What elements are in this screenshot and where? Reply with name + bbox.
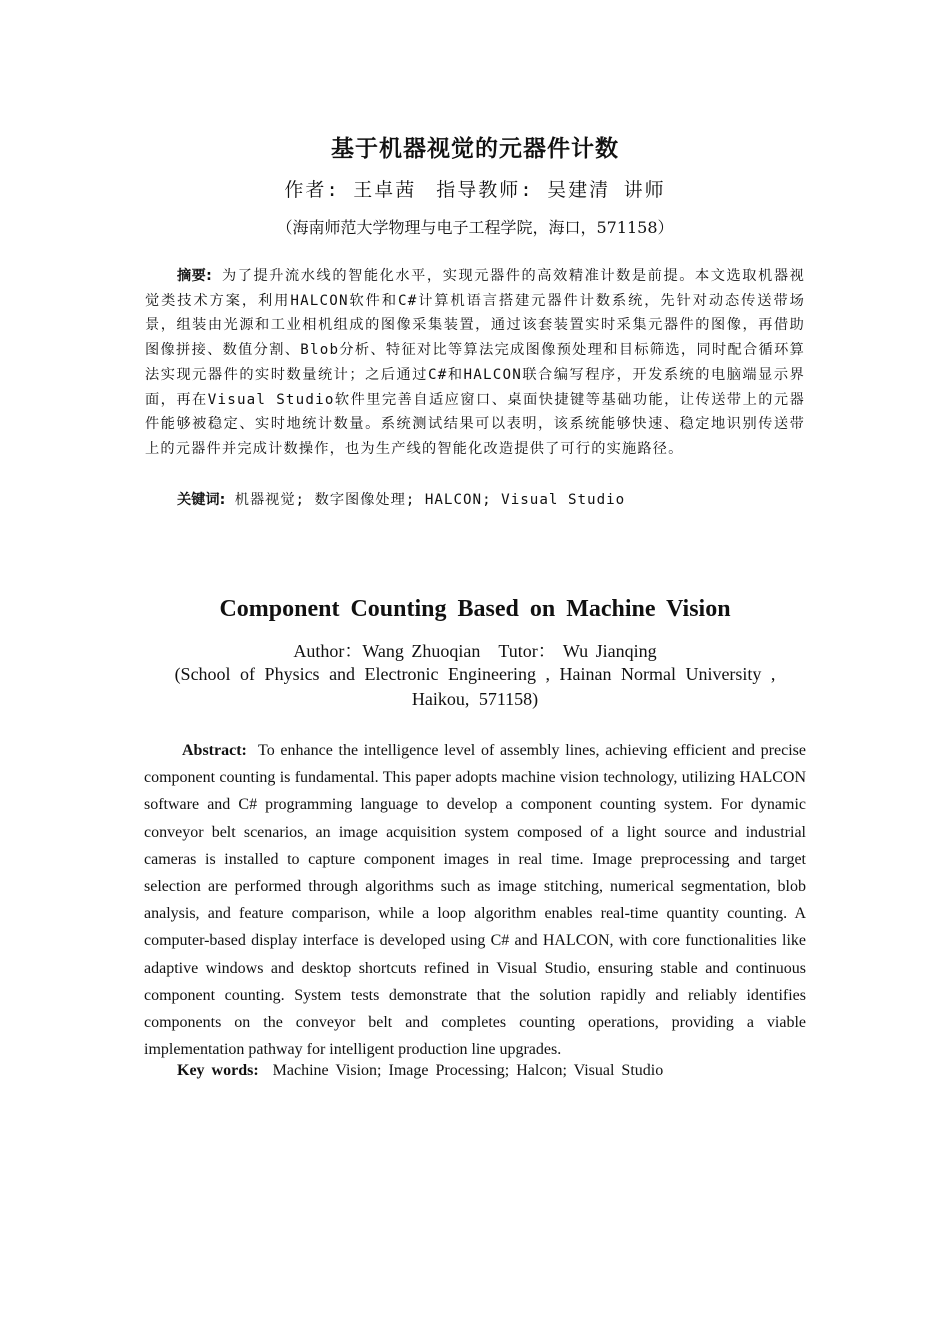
english-keywords-label: Key words:	[177, 1062, 259, 1079]
chinese-affiliation: （海南师范大学物理与电子工程学院，海口，571158）	[276, 218, 674, 237]
english-affiliation: (School of Physics and Electronic Engineering , Hainan Normal University , Haikou, 571158)	[174, 664, 776, 709]
chinese-keywords-label: 关键词:	[177, 492, 226, 508]
chinese-keywords	[177, 489, 625, 509]
english-author: Author：Wang Zhuoqian	[293, 641, 481, 661]
chinese-abstract-text: 为了提升流水线的智能化水平，实现元器件的高效精准计数是前提。本文选取机器视觉类技术方案，利用HALCON软件和C#计算机语言搭建元器件计数系统，先针对动态传送带场景，组装由光源和工业相机组成的图像采集装置，通过该套装置实时采集元器件的图像，再借助图像拼接、数值分割、Blob分析、特征对比等算法完成图像预处理和目标筛选，同时配合循环算法实现元器件的实时数量统计；之后通过C#和HALCON联合编写程序，开发系统的电脑端显示界面，再在Visual Studio软件里完善自适应窗口、桌面快捷键等基础功能，让传送带上的元器件能够被稳定、实时地统计数量。系统测试结果可以表明，该系统能够快速、稳定地识别传送带上的元器件并完成计数操作，也为生产线的智能化改造提供了可行的实施路径。	[145, 268, 805, 457]
chinese-keywords-text: 机器视觉; 数字图像处理; HALCON; Visual Studio	[234, 492, 626, 508]
chinese-abstract	[145, 264, 805, 462]
chinese-abstract-label: 摘要:	[177, 268, 212, 284]
english-abstract-label: Abstract:	[182, 742, 247, 759]
english-abstract	[144, 737, 806, 1063]
english-keywords	[177, 1062, 663, 1080]
english-keywords-text: Machine Vision; Image Processing; Halcon; Visual Studio	[272, 1062, 664, 1079]
chinese-tutor: 指导教师: 吴建清 讲师	[436, 179, 666, 201]
chinese-author: 作者: 王卓茜	[284, 179, 417, 201]
chinese-title: 基于机器视觉的元器件计数	[331, 135, 619, 162]
english-title: Component Counting Based on Machine Vision	[219, 596, 731, 622]
english-tutor: Tutor： Wu Jianqing	[498, 641, 657, 661]
english-abstract-text: To enhance the intelligence level of assembly lines, achieving efficient and precise component counting is fundamental. This paper adopts machine vision technology, utilizing HALCON software and C# programming language to develop a component counting system. For dynamic conveyor belt scenarios, an image acquisition system composed of a light source and industrial cameras is installed to capture component images in real time. Image preprocessing and target selection are performed through algorithms such as image stitching, numerical segmentation, blob analysis, and feature comparison, while a loop algorithm enables real-time quantity counting. A computer-based display interface is developed using C# and HALCON, with core functionalities like adaptive windows and desktop shortcuts refined in Visual Studio, ensuring stable and continuous component counting. System tests demonstrate that the solution rapidly and reliably identifies components on the conveyor belt and completes counting operations, providing a viable implementation pathway for intelligent production line upgrades.	[144, 742, 806, 1059]
english-author-line	[0, 637, 950, 663]
chinese-author-line	[0, 175, 950, 202]
